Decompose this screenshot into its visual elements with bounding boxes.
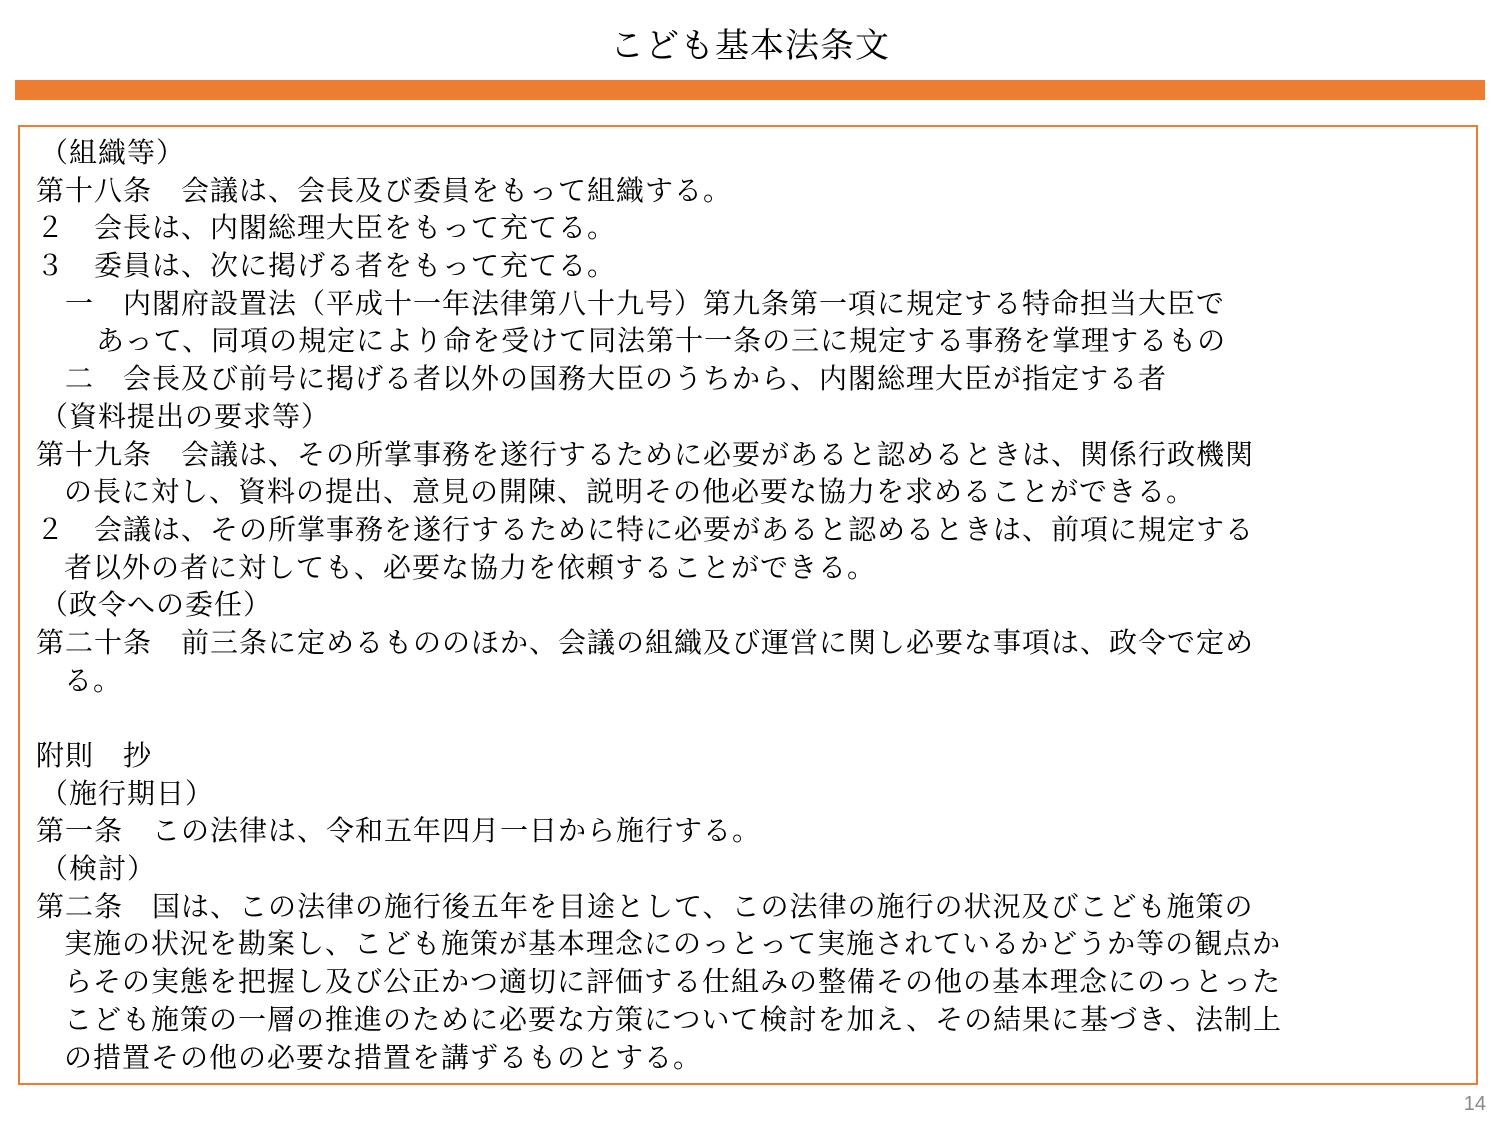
text-line: 一 内閣府設置法（平成十一年法律第八十九号）第九条第一項に規定する特命担当大臣で bbox=[36, 286, 1226, 320]
text-line: 第二条 国は、この法律の施行後五年を目途として、この法律の施行の状況及びこども施策の bbox=[36, 889, 1254, 923]
text-line: ２ 会長は、内閣総理大臣をもって充てる。 bbox=[36, 211, 617, 245]
blank-line bbox=[36, 699, 1466, 737]
text-line: （組織等） bbox=[40, 136, 186, 169]
text-line: （政令への委任） bbox=[40, 588, 273, 622]
text-line: ３ 委員は、次に掲げる者をもって充てる。 bbox=[36, 249, 617, 283]
text-line: 二 会長及び前号に掲げる者以外の国務大臣のうちから、内閣総理大臣が指定する者 bbox=[36, 362, 1168, 396]
page-number: 14 bbox=[1463, 1093, 1486, 1115]
text-line: 第十八条 会議は、会長及び委員をもって組織する。 bbox=[36, 173, 733, 207]
text-line: こども施策の一層の推進のために必要な方策について検討を加え、その結果に基づき、法制上 bbox=[64, 1002, 1283, 1036]
text-line: らその実態を把握し及び公正かつ適切に評価する仕組みの整備その他の基本理念にのっとった bbox=[64, 965, 1282, 999]
text-line: 附則 抄 bbox=[36, 739, 153, 772]
text-line: あって、同項の規定により命を受けて同法第十一条の三に規定する事務を掌理するもの bbox=[96, 324, 1227, 358]
text-line: （資料提出の要求等） bbox=[40, 399, 331, 433]
text-line: 実施の状況を勘案し、こども施策が基本理念にのっとって実施されているかどうか等の観点か bbox=[64, 927, 1282, 961]
statute-text bbox=[36, 134, 1466, 1076]
text-line: ２ 会議は、その所掌事務を遂行するために特に必要があると認めるときは、前項に規定する bbox=[36, 512, 1255, 546]
text-line: の長に対し、資料の提出、意見の開陳、説明その他必要な協力を求めることができる。 bbox=[64, 475, 1196, 509]
text-line: 第十九条 会議は、その所掌事務を遂行するために必要があると認めるときは、関係行政機関 bbox=[36, 437, 1255, 471]
text-line: 第二十条 前三条に定めるもののほか、会議の組織及び運営に関し必要な事項は、政令で定め bbox=[36, 625, 1255, 659]
text-line: る。 bbox=[64, 663, 123, 697]
text-line: 第一条 この法律は、令和五年四月一日から施行する。 bbox=[36, 814, 762, 848]
text-line: 者以外の者に対しても、必要な協力を依頼することができる。 bbox=[64, 550, 877, 584]
text-line: （検討） bbox=[40, 852, 157, 886]
title-accent-bar bbox=[15, 80, 1485, 100]
text-line: （施行期日） bbox=[40, 776, 215, 810]
page-title: こども基本法条文 bbox=[610, 26, 890, 66]
text-line: の措置その他の必要な措置を講ずるものとする。 bbox=[64, 1040, 703, 1074]
